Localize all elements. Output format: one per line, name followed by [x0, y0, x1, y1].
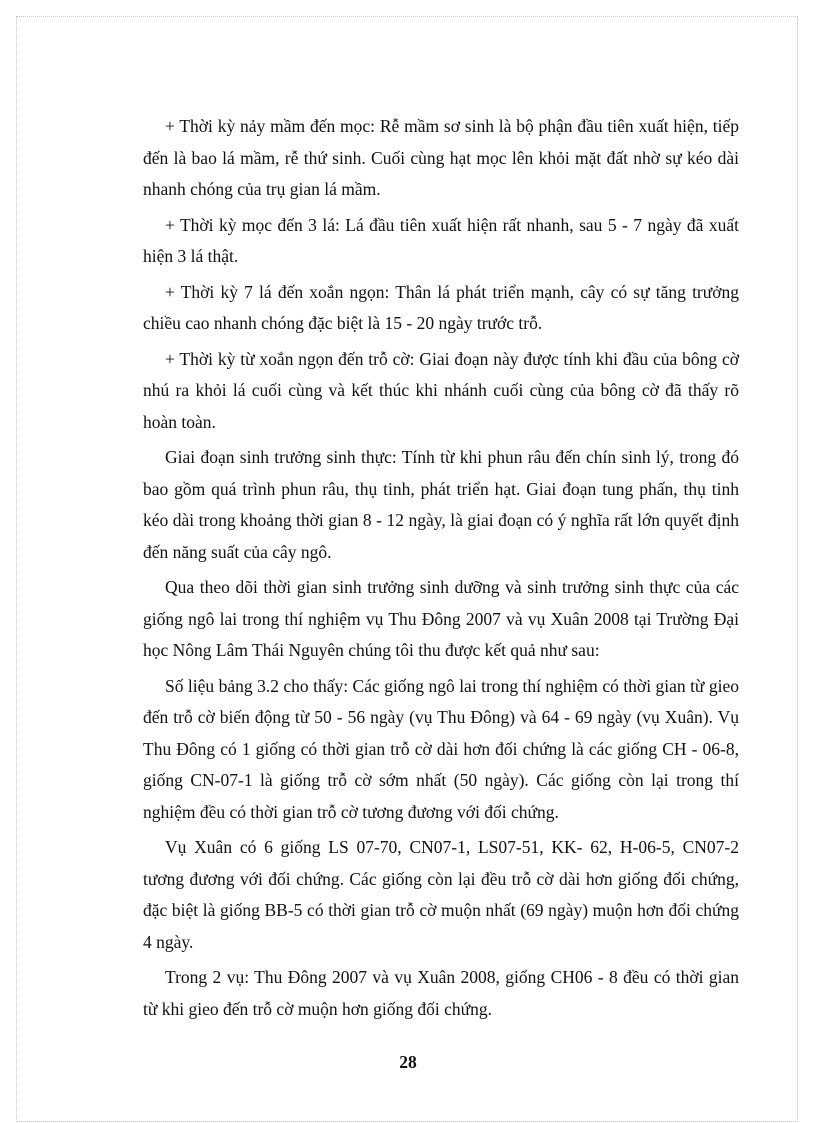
paragraph-reproductive-stage: Giai đoạn sinh trưởng sinh thực: Tính từ khi phun râu đến chín sinh lý, trong đó bao gồm quá trình phun râu, thụ tinh, phát triển hạt. Giai đoạn tung phấn, thụ tinh kéo dài trong khoảng thời gian 8 - 12 ngày, là giai đoạn có ý nghĩa rất lớn quyết định đến năng suất của cây ngô. [143, 447, 739, 562]
paragraph-seven-leaf-stage: + Thời kỳ 7 lá đến xoắn ngọn: Thân lá phát triển mạnh, cây có sự tăng trưởng chiều cao nhanh chóng đặc biệt là 15 - 20 ngày trước trỗ. [143, 281, 739, 333]
paragraph-conclusion: Trong 2 vụ: Thu Đông 2007 và vụ Xuân 2008, giống CH06 - 8 đều có thời gian từ khi gieo đến trỗ cờ muộn hơn giống đối chứng. [143, 967, 739, 1019]
body-text [143, 111, 739, 1029]
paragraph-table-results: Số liệu bảng 3.2 cho thấy: Các giống ngô lai trong thí nghiệm có thời gian từ gieo đến trỗ cờ biến động từ 50 - 56 ngày (vụ Thu Đông) và 64 - 69 ngày (vụ Xuân). Vụ Thu Đông có 1 giống có thời gian trỗ cờ dài hơn đối chứng là các giống CH - 06-8, giống CN-07-1 là giống trỗ cờ sớm nhất (50 ngày). Các giống còn lại trong thí nghiệm đều có thời gian trỗ cờ tương đương với đối chứng. [143, 675, 739, 822]
page-number: 28 [399, 1052, 417, 1072]
paragraph-tasseling-stage: + Thời kỳ từ xoắn ngọn đến trỗ cờ: Giai đoạn này được tính khi đầu của bông cờ nhú ra khỏi lá cuối cùng và kết thúc khi nhánh cuối cùng của bông cờ đã thấy rõ hoàn toàn. [143, 348, 739, 432]
paragraph-three-leaf-stage: + Thời kỳ mọc đến 3 lá: Lá đầu tiên xuất hiện rất nhanh, sau 5 - 7 ngày đã xuất hiện 3 lá thật. [143, 214, 739, 266]
paragraph-sprouting-stage: + Thời kỳ nảy mầm đến mọc: Rễ mầm sơ sinh là bộ phận đầu tiên xuất hiện, tiếp đến là bao lá mầm, rễ thứ sinh. Cuối cùng hạt mọc lên khỏi mặt đất nhờ sự kéo dài nhanh chóng của trụ gian lá mầm. [143, 116, 739, 199]
paragraph-spring-season: Vụ Xuân có 6 giống LS 07-70, CN07-1, LS07-51, KK- 62, H-06-5, CN07-2 tương đương với đối chứng. Các giống còn lại đều trỗ cờ dài hơn giống đối chứng, đặc biệt là giống BB-5 có thời gian trỗ cờ muộn nhất (69 ngày) muộn hơn đối chứng 4 ngày. [143, 837, 739, 952]
paragraph-observation-intro: Qua theo dõi thời gian sinh trưởng sinh dưỡng và sinh trưởng sinh thực của các giống ngô lai trong thí nghiệm vụ Thu Đông 2007 và vụ Xuân 2008 tại Trường Đại học Nông Lâm Thái Nguyên chúng tôi thu được kết quả như sau: [143, 577, 739, 660]
